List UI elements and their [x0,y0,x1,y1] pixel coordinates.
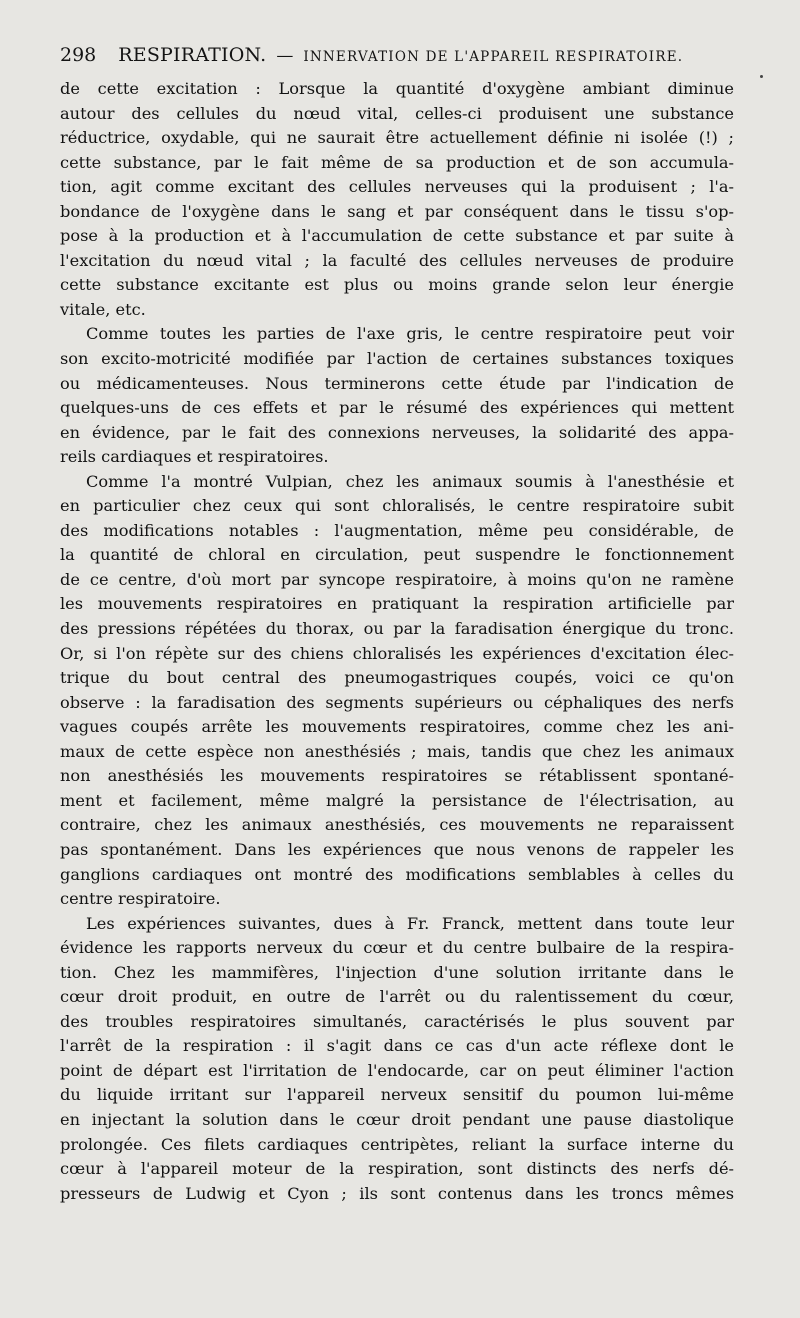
text-line: Or, si l'on répète sur des chiens chloralisés les expériences d'excitation élec- [60,643,734,663]
text-line: prolongée. Ces filets cardiaques centripètes, reliant la surface interne du [60,1134,734,1154]
text-line: autour des cellules du nœud vital, celles-ci produisent une substance [60,103,734,123]
text-line: quelques-uns de ces effets et par le résumé des expériences qui mettent [60,398,734,418]
text-line: vitale, etc. [60,299,146,319]
section-title: RESPIRATION. [118,44,267,66]
page-speck [760,75,763,78]
body-text [60,77,734,1206]
paragraph [60,322,734,469]
text-line: l'arrêt de la respiration : il s'agit dans ce cas d'un acte réflexe dont le [60,1036,734,1056]
text-line: cœur droit produit, en outre de l'arrêt ou du ralentissement du cœur, [60,987,734,1007]
text-line: des modifications notables : l'augmentation, même peu considérable, de [60,520,734,540]
text-line: des pressions répétées du thorax, ou par la faradisation énergique du tronc. [60,619,734,639]
text-line: reils cardiaques et respiratoires. [60,447,329,467]
text-line: centre respiratoire. [60,889,221,909]
header-dash: — [276,46,294,66]
subsection-title: INNERVATION DE L'APPAREIL RESPIRATOIRE. [303,49,684,65]
text-line: non anesthésiés les mouvements respiratoires se rétablissent spontané- [60,766,734,786]
text-line: cœur à l'appareil moteur de la respiration, sont distincts des nerfs dé- [60,1159,734,1179]
text-line: vagues coupés arrête les mouvements respiratoires, comme chez les ani- [60,717,734,737]
text-line: observe : la faradisation des segments supérieurs ou céphaliques des nerfs [60,692,734,712]
text-line: bondance de l'oxygène dans le sang et par conséquent dans le tissu s'op- [60,201,734,221]
running-head [60,44,740,72]
text-line: son excito-motricité modifiée par l'action de certaines substances toxiques [60,349,734,369]
text-line: cette substance, par le fait même de sa production et de son accumula- [60,152,734,172]
text-line: de cette excitation : Lorsque la quantité d'oxygène ambiant diminue [60,79,734,98]
text-line: ou médicamenteuses. Nous terminerons cette étude par l'indication de [60,373,734,393]
text-line: tion. Chez les mammifères, l'injection d'une solution irritante dans le [60,962,734,982]
text-line: l'excitation du nœud vital ; la faculté des cellules nerveuses de produire [60,250,734,270]
text-line: de ce centre, d'où mort par syncope respiratoire, à moins qu'on ne ramène [60,569,734,589]
text-line: ment et facilement, même malgré la persistance de l'électrisation, au [60,790,734,810]
text-line: ganglions cardiaques ont montré des modifications semblables à celles du [60,864,734,884]
text-line: en particulier chez ceux qui sont chloralisés, le centre respiratoire subit [60,496,734,516]
text-line: pas spontanément. Dans les expériences que nous venons de rappeler les [60,839,734,859]
text-line: la quantité de chloral en circulation, peut suspendre le fonctionnement [60,545,734,565]
text-line: les mouvements respiratoires en pratiquant la respiration artificielle par [60,594,734,614]
text-line: contraire, chez les animaux anesthésiés, ces mouvements ne reparaissent [60,815,734,835]
paragraph [60,912,734,1207]
text-line: point de départ est l'irritation de l'endocarde, car on peut éliminer l'action [60,1060,734,1080]
text-line: Comme l'a montré Vulpian, chez les animaux soumis à l'anesthésie et [86,471,734,491]
text-line: trique du bout central des pneumogastriques coupés, voici ce qu'on [60,668,734,688]
text-line: évidence les rapports nerveux du cœur et du centre bulbaire de la respira- [60,938,734,958]
text-line: maux de cette espèce non anesthésiés ; mais, tandis que chez les animaux [60,741,734,761]
paragraph [60,77,734,322]
text-line: réductrice, oxydable, qui ne saurait être actuellement définie ni isolée (!) ; [60,128,734,148]
paragraph [60,470,734,912]
text-line: en injectant la solution dans le cœur droit pendant une pause diastolique [60,1109,734,1129]
page-number: 298 [60,44,97,66]
text-line: du liquide irritant sur l'appareil nerveux sensitif du poumon lui-même [60,1085,734,1105]
text-line: tion, agit comme excitant des cellules nerveuses qui la produisent ; l'a- [60,177,734,197]
text-line: des troubles respiratoires simultanés, caractérisés le plus souvent par [60,1011,734,1031]
text-line: pose à la production et à l'accumulation de cette substance et par suite à [60,226,734,246]
text-line: Les expériences suivantes, dues à Fr. Franck, mettent dans toute leur [86,913,734,933]
text-line: en évidence, par le fait des connexions nerveuses, la solidarité des appa- [60,422,734,442]
text-line: presseurs de Ludwig et Cyon ; ils sont contenus dans les troncs mêmes [60,1183,734,1203]
text-line: cette substance excitante est plus ou moins grande selon leur énergie [60,275,734,295]
text-line: Comme toutes les parties de l'axe gris, le centre respiratoire peut voir [86,324,734,344]
